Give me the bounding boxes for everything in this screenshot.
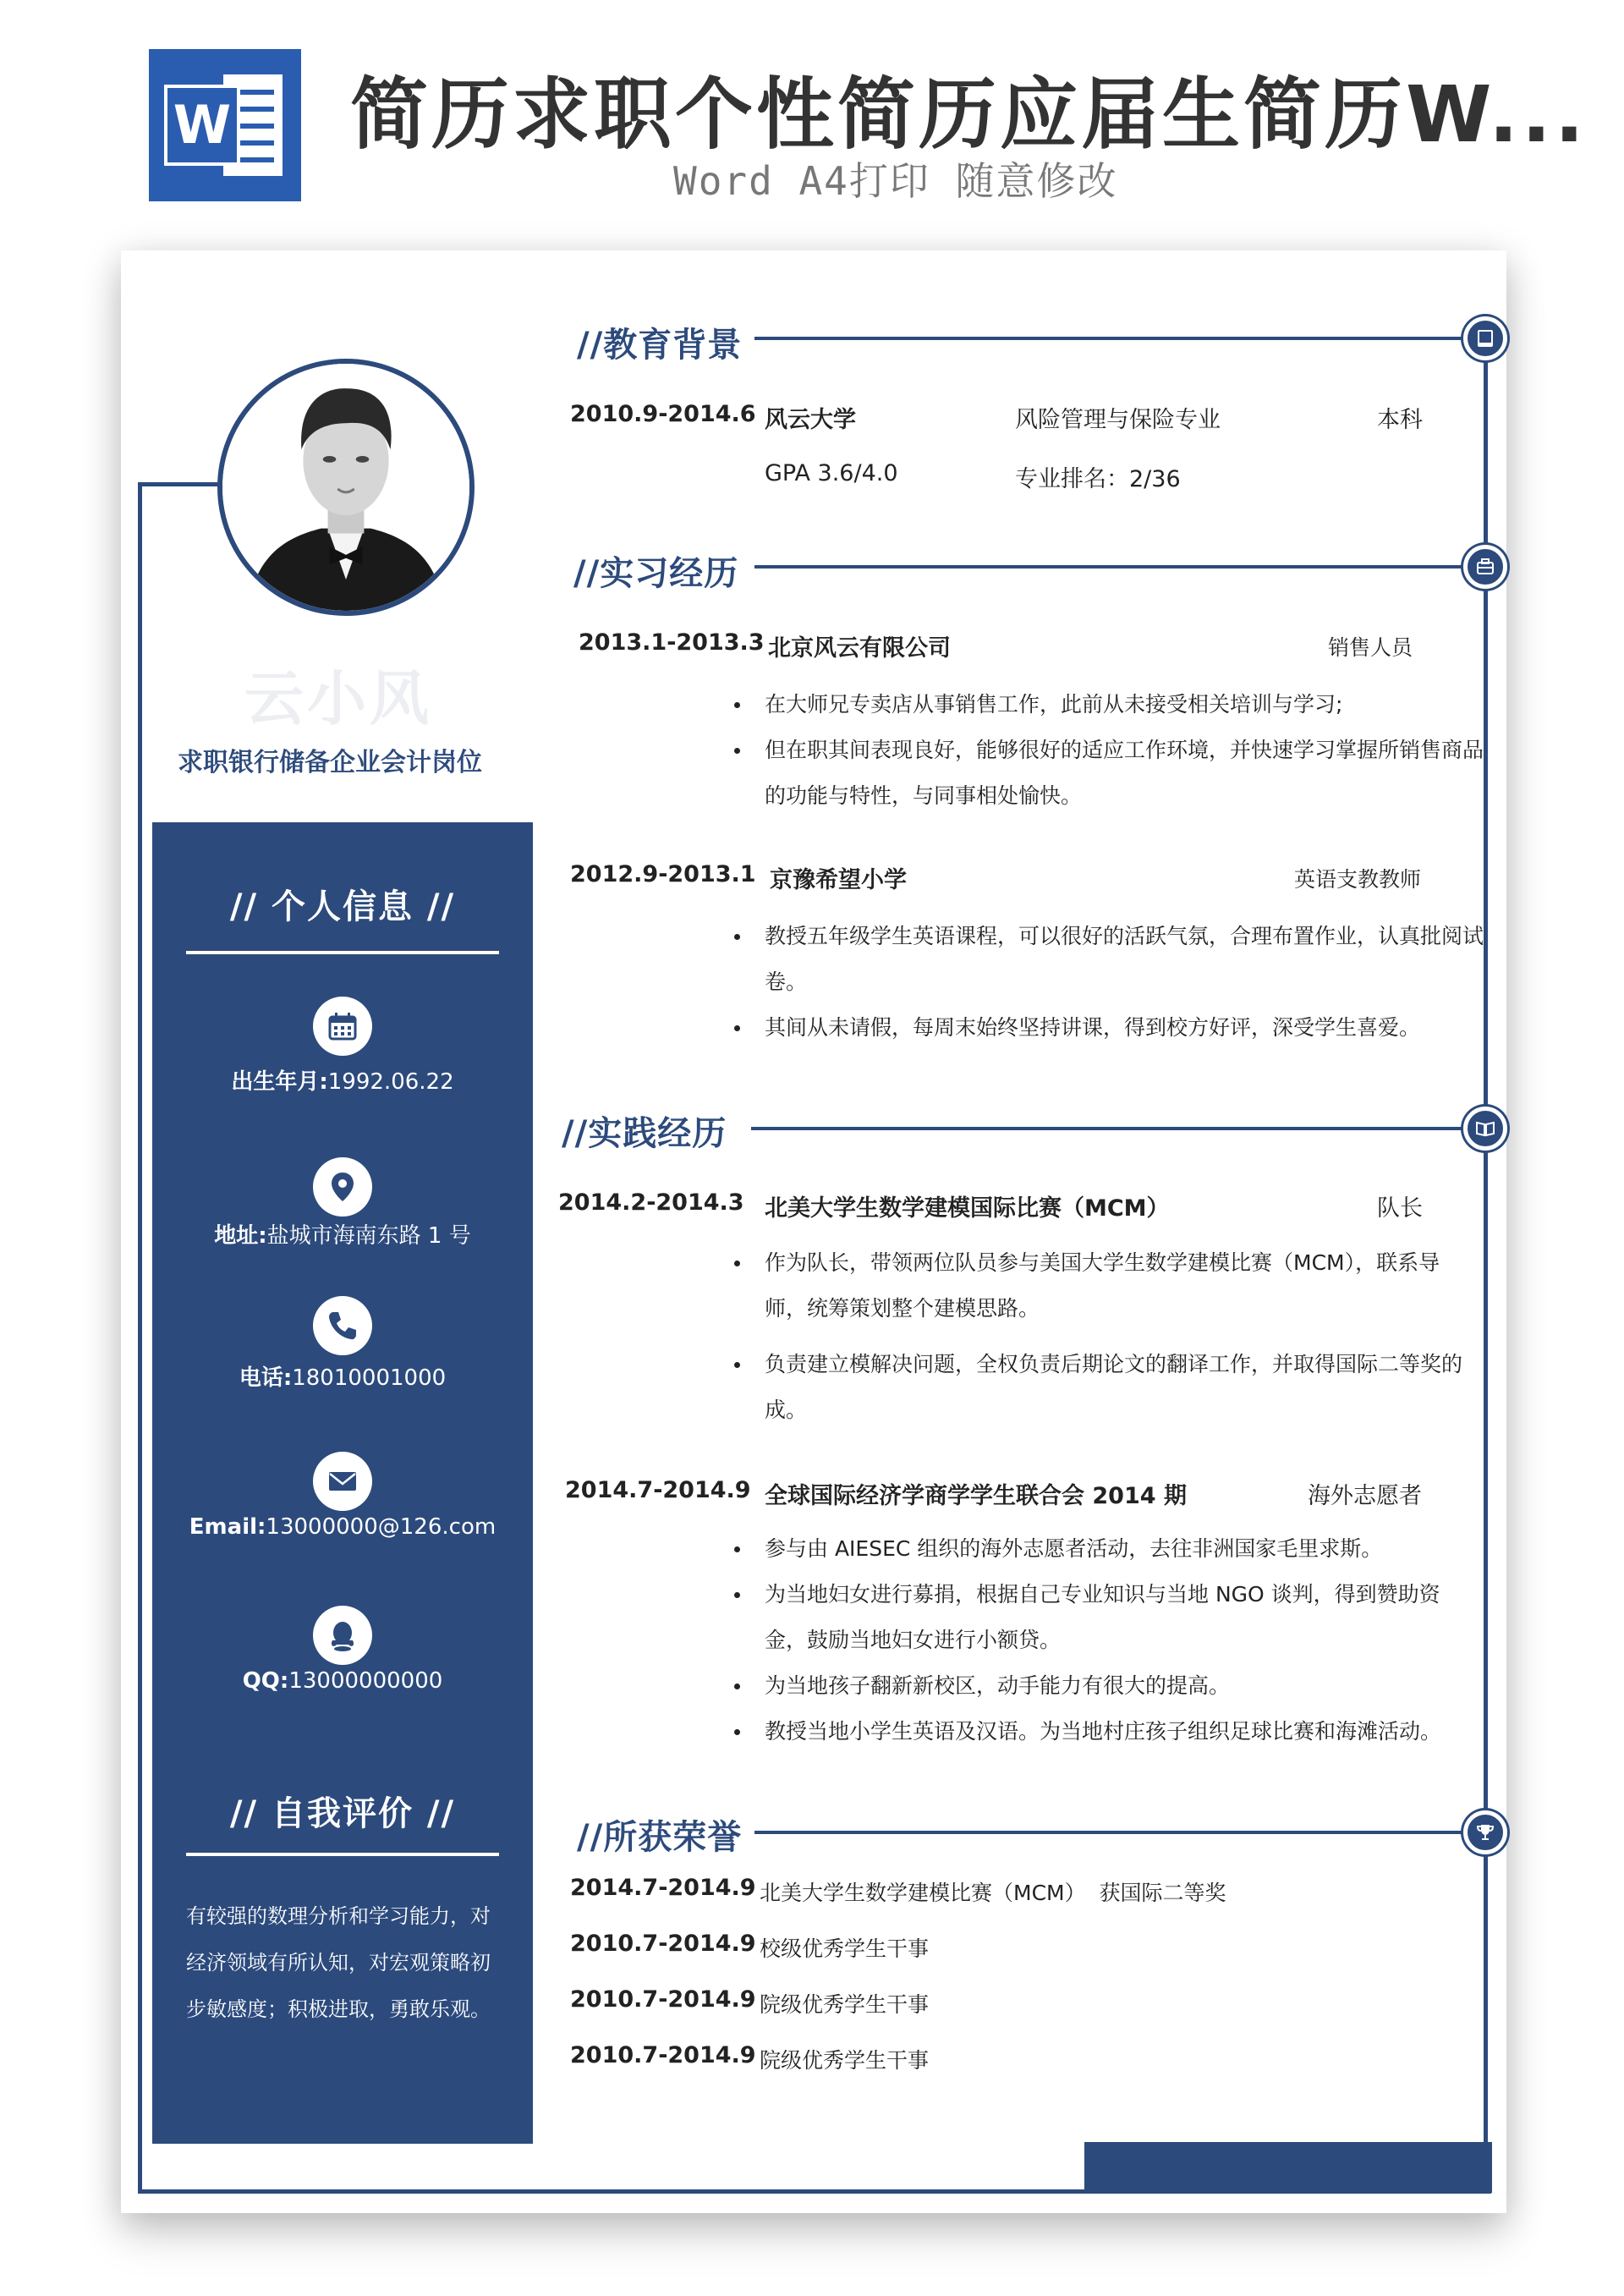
education-degree: 本科 xyxy=(1377,407,1423,433)
honor-1-text: 北美大学生数学建模比赛（MCM） 获国际二等奖 xyxy=(760,1881,1226,1905)
info-address: 地址:盐城市海南东路 1 号 xyxy=(214,1223,471,1249)
internship-1-role: 销售人员 xyxy=(1328,635,1413,660)
internship-2-date: 2012.9-2013.1 xyxy=(570,861,756,887)
education-gpa: GPA 3.6/4.0 xyxy=(765,460,898,486)
info-birth: 出生年月:1992.06.22 xyxy=(231,1069,454,1095)
list-item: 在大师兄专卖店从事销售工作，此前从未接受相关培训与学习; xyxy=(765,682,1501,728)
practice-header-line xyxy=(751,1127,1484,1130)
avatar-portrait xyxy=(222,364,469,611)
word-logo-icon xyxy=(149,49,301,201)
education-school: 风云大学 xyxy=(765,407,856,433)
practice-2-bullets xyxy=(765,1526,1475,1755)
practice-heading: //实践经历 xyxy=(562,1114,727,1153)
internship-2-bullets xyxy=(765,914,1501,1051)
practice-1-role: 队长 xyxy=(1377,1195,1423,1222)
internship-1-org: 北京风云有限公司 xyxy=(768,635,951,662)
internship-1-bullets xyxy=(765,682,1501,819)
document-title: 简历求职个性简历应届生简历W... xyxy=(350,69,1588,160)
practice-1-bullets xyxy=(765,1240,1475,1433)
education-heading: //教育背景 xyxy=(577,326,743,365)
candidate-name: 云小风 xyxy=(244,664,432,733)
calendar-icon xyxy=(313,997,372,1056)
self-evaluation-heading: // 自我评价 // xyxy=(229,1794,456,1833)
personal-info-heading: // 个人信息 // xyxy=(229,887,456,926)
mail-icon xyxy=(313,1452,372,1511)
self-evaluation-rule xyxy=(186,1853,499,1856)
practice-1-org: 北美大学生数学建模国际比赛（MCM） xyxy=(765,1195,1170,1222)
avatar xyxy=(217,359,475,616)
personal-info-rule xyxy=(186,951,499,954)
practice-1-date: 2014.2-2014.3 xyxy=(558,1189,744,1216)
info-email: Email:13000000@126.com xyxy=(189,1514,497,1540)
honor-4-text: 院级优秀学生干事 xyxy=(760,2048,930,2073)
education-major: 风险管理与保险专业 xyxy=(1015,407,1221,433)
book-icon xyxy=(1463,316,1507,360)
sidebar xyxy=(152,822,533,2144)
list-item: 负责建立模解决问题，全权负责后期论文的翻译工作，并取得国际二等奖的成。 xyxy=(765,1342,1475,1433)
honor-2-text: 校级优秀学生干事 xyxy=(760,1936,930,1961)
job-target: 求职银行储备企业会计岗位 xyxy=(178,748,482,777)
frame-left-top xyxy=(138,482,222,486)
word-letter: W xyxy=(164,85,240,166)
list-item: 但在职其间表现良好，能够很好的适应工作环境，并快速学习掌握所销售商品的功能与特性，与同事相处愉快。 xyxy=(765,728,1501,819)
internship-heading: //实习经历 xyxy=(573,554,739,593)
document-subtitle: Word A4打印 随意修改 xyxy=(673,158,1118,204)
honors-header-line xyxy=(754,1831,1484,1834)
list-item: 参与由 AIESEC 组织的海外志愿者活动，去往非洲国家毛里求斯。 xyxy=(765,1526,1475,1572)
practice-2-role: 海外志愿者 xyxy=(1308,1483,1422,1509)
list-item: 其间从未请假，每周末始终坚持讲课，得到校方好评，深受学生喜爱。 xyxy=(765,1005,1501,1051)
list-item: 作为队长，带领两位队员参与美国大学生数学建模比赛（MCM），联系导师，统筹策划整个建模思路。 xyxy=(765,1240,1475,1332)
internship-1-date: 2013.1-2013.3 xyxy=(579,629,765,656)
honor-2-date: 2010.7-2014.9 xyxy=(570,1931,756,1957)
internship-header-line xyxy=(754,565,1484,569)
phone-icon xyxy=(313,1296,372,1355)
practice-2-org: 全球国际经济学商学学生联合会 2014 期 xyxy=(765,1483,1187,1509)
honor-4-date: 2010.7-2014.9 xyxy=(570,2042,756,2068)
practice-2-date: 2014.7-2014.9 xyxy=(565,1477,751,1503)
briefcase-icon xyxy=(1463,545,1507,589)
honor-3-date: 2010.7-2014.9 xyxy=(570,1986,756,2013)
frame-left-vertical xyxy=(138,482,142,2193)
list-item: 教授五年级学生英语课程，可以很好的活跃气氛，合理布置作业，认真批阅试卷。 xyxy=(765,914,1501,1005)
list-item: 为当地孩子翻新新校区，动手能力有很大的提高。 xyxy=(765,1663,1475,1709)
location-icon xyxy=(313,1157,372,1217)
info-phone: 电话:18010001000 xyxy=(239,1365,447,1391)
honor-1-date: 2014.7-2014.9 xyxy=(570,1875,756,1901)
internship-2-org: 京豫希望小学 xyxy=(770,867,907,893)
trophy-icon xyxy=(1463,1810,1507,1854)
education-rank: 专业排名：2/36 xyxy=(1015,466,1181,492)
education-date: 2010.9-2014.6 xyxy=(570,401,756,427)
education-header-line xyxy=(754,337,1484,340)
self-evaluation-text: 有较强的数理分析和学习能力，对经济领域有所认知，对宏观策略初步敏感度；积极进取，勇敢乐观。 xyxy=(186,1904,491,2021)
bottom-accent-bar xyxy=(1084,2142,1492,2193)
honors-heading: //所获荣誉 xyxy=(577,1818,743,1857)
internship-2-role: 英语支教教师 xyxy=(1294,867,1422,892)
list-item: 为当地妇女进行募捐，根据自己专业知识与当地 NGO 谈判，得到赞助资金，鼓励当地妇女进行小额贷。 xyxy=(765,1572,1475,1663)
frame-right-vertical xyxy=(1484,337,1488,2193)
info-qq: QQ:13000000000 xyxy=(242,1668,443,1694)
list-item: 教授当地小学生英语及汉语。为当地村庄孩子组织足球比赛和海滩活动。 xyxy=(765,1709,1475,1755)
honor-3-text: 院级优秀学生干事 xyxy=(760,1992,930,2017)
open-book-icon xyxy=(1463,1107,1507,1151)
qq-icon xyxy=(313,1606,372,1665)
